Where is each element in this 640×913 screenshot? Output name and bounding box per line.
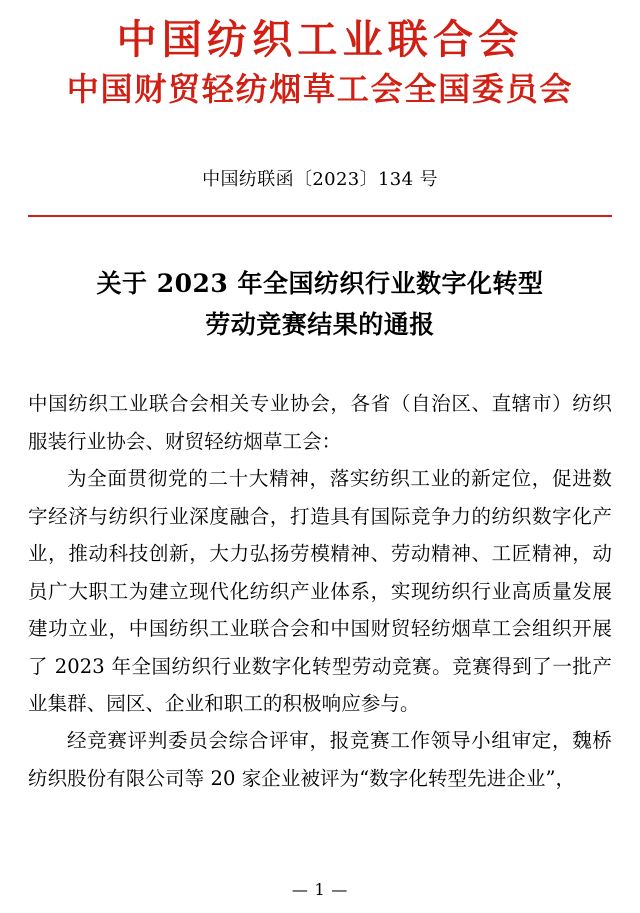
body-paragraph-2: 经竞赛评判委员会综合评审，报竞赛工作领导小组审定，魏桥纺织股份有限公司等 20 家企业被评为“数字化转型先进企业”，	[28, 729, 612, 790]
salutation-paragraph: 中国纺织工业联合会相关专业协会，各省（自治区、直辖市）纺织服装行业协会、财贸轻纺烟草工会：	[28, 392, 612, 453]
document-title-line-1: 关于 2023 年全国纺织行业数字化转型	[96, 268, 544, 298]
letterhead-organization-primary: 中国纺织工业联合会	[116, 16, 524, 63]
body-paragraph-1: 为全面贯彻党的二十大精神，落实纺织工业的新定位，促进数字经济与纺织行业深度融合，打造具有国际竞争力的纺织数字化产业，推动科技创新，大力弘扬劳模精神、劳动精神、工匠精神，动员广大职工为建立现代化纺织产业体系，实现纺织行业高质量发展建功立业，中国纺织工业联合会和中国财贸轻纺烟草工会组织开展了 2023 年全国纺织行业数字化转型劳动竞赛。竞赛得到了一批产业集群、园区、企业和职工的积极响应参与。	[28, 467, 612, 715]
red-divider-rule	[28, 215, 612, 217]
document-number: 中国纺联函〔2023〕134 号	[202, 168, 438, 190]
letterhead	[28, 0, 612, 109]
page-number: — 1 —	[291, 880, 349, 899]
document-title	[28, 263, 612, 346]
letterhead-organization-secondary: 中国财贸轻纺烟草工会全国委员会	[66, 70, 574, 109]
document-body	[28, 385, 612, 797]
document-title-line-2: 劳动竞赛结果的通报	[205, 310, 435, 340]
